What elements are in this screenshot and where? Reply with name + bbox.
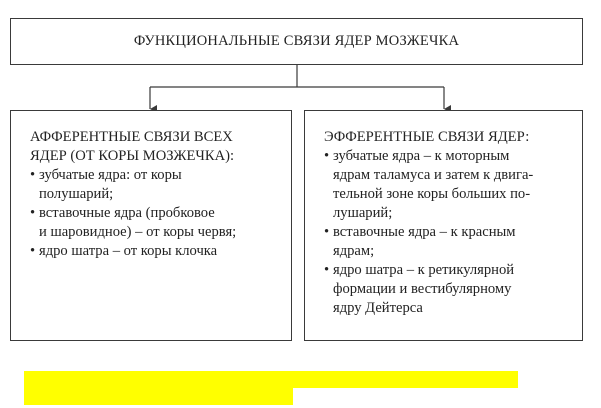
- list-item: • зубчатые ядра: от коры полушарий;: [30, 166, 281, 204]
- afferent-box: [10, 110, 292, 341]
- list-item: • вставочные ядра (пробковое и шаровидное) – от коры червя;: [30, 204, 281, 242]
- list-item: • зубчатые ядра – к моторным ядрам таламуса и затем к двига- тельной зоне коры больших по- лушарий;: [324, 147, 572, 223]
- afferent-list: [30, 166, 281, 261]
- highlight-bar: [24, 388, 293, 405]
- efferent-content: [324, 128, 572, 318]
- list-item: • ядро шатра – к ретикулярной формации и вестибулярному ядру Дейтерса: [324, 261, 572, 318]
- efferent-heading: ЭФФЕРЕНТНЫЕ СВЯЗИ ЯДЕР:: [324, 129, 530, 145]
- highlight-bar: [24, 371, 518, 388]
- afferent-heading: АФФЕРЕНТНЫЕ СВЯЗИ ВСЕХ ЯДЕР (ОТ КОРЫ МОЗЖЕЧКА):: [30, 129, 235, 164]
- afferent-content: [30, 128, 281, 261]
- diagram-title: ФУНКЦИОНАЛЬНЫЕ СВЯЗИ ЯДЕР МОЗЖЕЧКА: [133, 33, 460, 49]
- efferent-box: [304, 110, 583, 341]
- list-item: • вставочные ядра – к красным ядрам;: [324, 223, 572, 261]
- list-item: • ядро шатра – от коры клочка: [30, 242, 281, 261]
- efferent-list: [324, 147, 572, 318]
